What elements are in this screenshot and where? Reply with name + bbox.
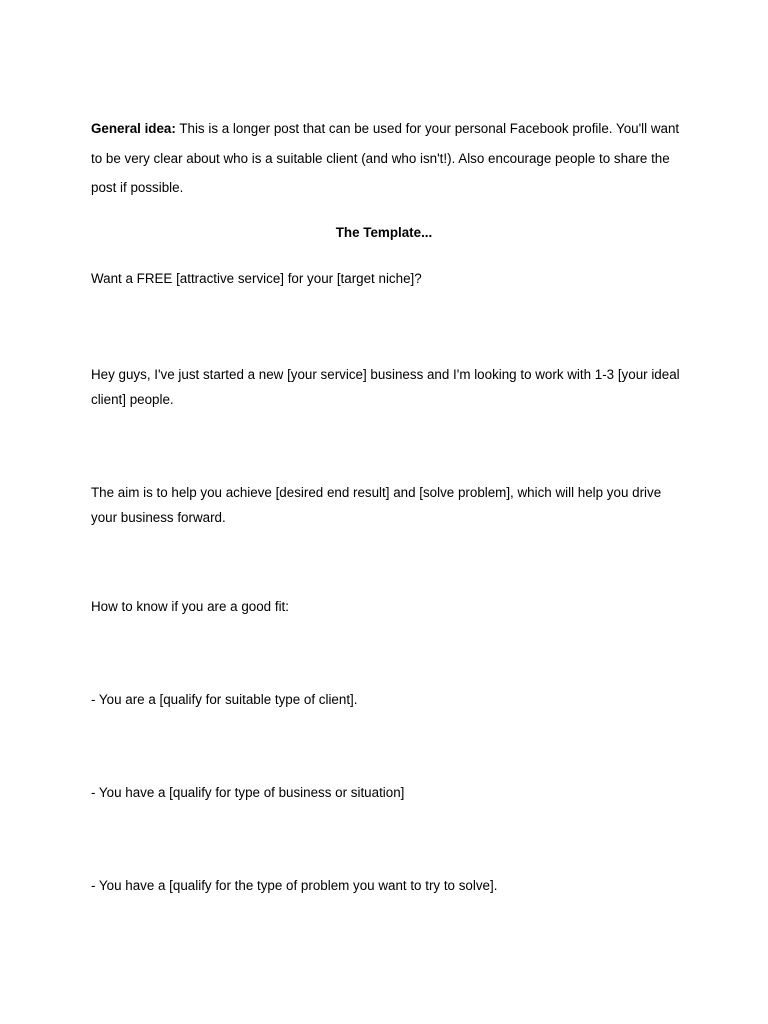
- intro-paragraph: [91, 114, 681, 203]
- paragraph-aim: The aim is to help you achieve [desired end result] and [solve problem], which will help you drive your business forward.: [91, 485, 662, 525]
- list-item: - You have a [qualify for the type of problem you want to try to solve].: [91, 878, 498, 893]
- paragraph-headline: Want a FREE [attractive service] for your [target niche]?: [91, 271, 422, 286]
- paragraph-fit: How to know if you are a good fit:: [91, 599, 289, 614]
- list-item: - You have a [qualify for type of business or situation]: [91, 785, 405, 800]
- intro-label: General idea:: [91, 121, 176, 136]
- list-item: - You are a [qualify for suitable type of client].: [91, 692, 358, 707]
- template-heading: The Template...: [335, 225, 433, 240]
- intro-text: This is a longer post that can be used for your personal Facebook profile. You'll want to be very clear about who is a suitable client (and who isn't!). Also encourage people to share the post if possible.: [91, 121, 680, 195]
- paragraph-intro: Hey guys, I've just started a new [your service] business and I'm looking to work with 1-3 [your ideal client] people.: [91, 367, 680, 407]
